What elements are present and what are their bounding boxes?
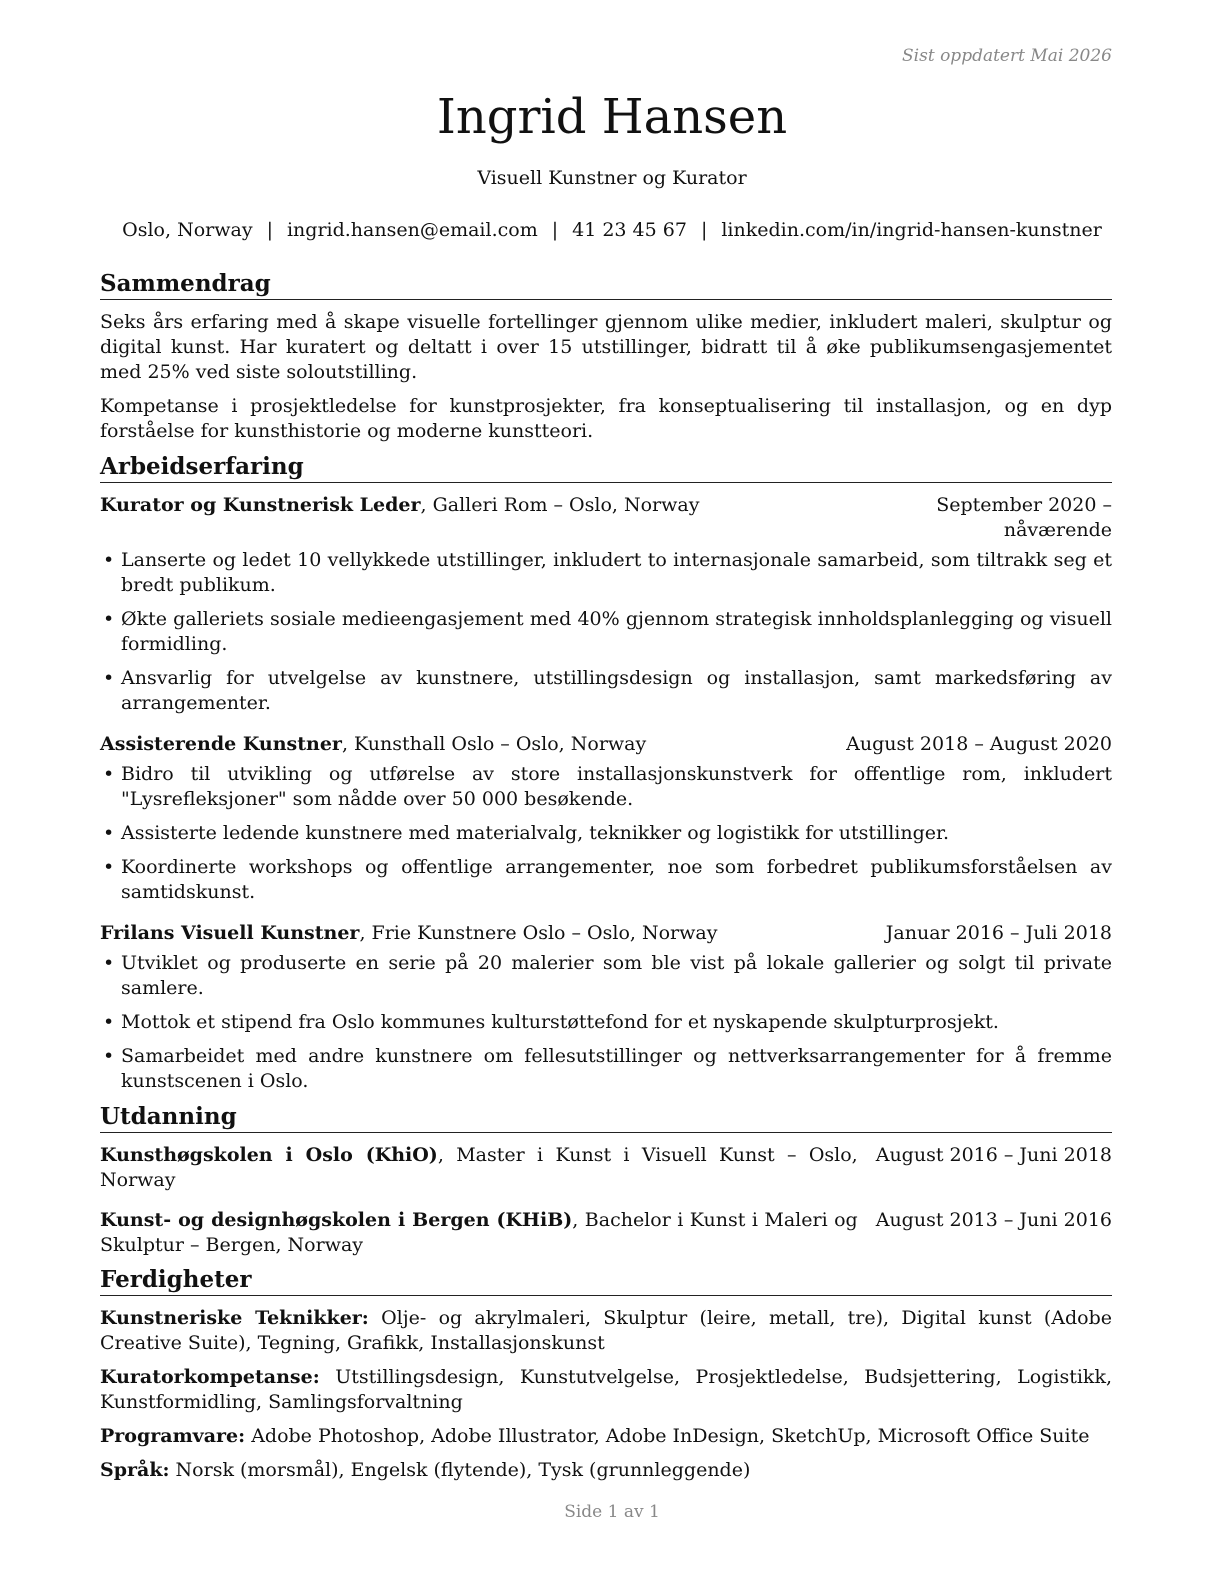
- skill-row: [100, 1365, 1112, 1415]
- skill-value: Olje- og akrylmaleri, Skulptur (leire, metall, tre), Digital kunst (Adobe Creative Suite), Tegning, Grafikk, Installasjonskunst: [100, 1307, 1113, 1354]
- summary-paragraph: Seks års erfaring med å skape visuelle fortellinger gjennom ulike medier, inkludert maleri, skulptur og digital kunst. Har kuratert og deltatt i over 15 utstillinger, bidratt til å øke publikumsengasjementet med 25% ved siste soloutstilling.: [100, 311, 1112, 383]
- job-entry: [100, 921, 1112, 1094]
- job-bullet: • Koordinerte workshops og offentlige arrangementer, noe som forbedret publikumsforståelsen av samtidskunst.: [100, 855, 1112, 905]
- job-org: , Frie Kunstnere Oslo – Oslo, Norway: [359, 922, 718, 944]
- job-bullet: • Bidro til utvikling og utførelse av store installasjonskunstverk for offentlige rom, inkludert "Lysrefleksjoner" som nådde over 50 000 besøkende.: [100, 762, 1112, 812]
- job-title-line: [100, 921, 870, 946]
- job-bullets: [100, 762, 1112, 905]
- last-updated: Sist oppdatert Mai 2026: [902, 46, 1112, 66]
- job-role: Kurator og Kunstnerisk Leder: [100, 494, 421, 516]
- job-role: Assisterende Kunstner: [100, 733, 342, 755]
- education-section: [100, 1103, 1112, 1258]
- job-header: [100, 921, 1112, 946]
- job-bullet: • Lanserte og ledet 10 vellykkede utstillinger, inkludert to internasjonale samarbeid, som tiltrakk seg et bredt publikum.: [100, 548, 1112, 598]
- skill-row: [100, 1458, 1112, 1483]
- skills-section: [100, 1266, 1112, 1483]
- separator: |: [266, 219, 273, 241]
- skill-label: Kuratorkompetanse:: [100, 1366, 320, 1388]
- job-bullet: • Samarbeidet med andre kunstnere om fellesutstillinger og nettverksarrangementer for å fremme kunstscenen i Oslo.: [100, 1044, 1112, 1094]
- skill-value: Adobe Photoshop, Adobe Illustrator, Adobe InDesign, SketchUp, Microsoft Office Suite: [245, 1425, 1090, 1447]
- job-bullet: • Mottok et stipend fra Oslo kommunes kulturstøttefond for et nyskapende skulpturprosjekt.: [100, 1010, 1112, 1035]
- job-entry: [100, 493, 1112, 716]
- job-entry: [100, 732, 1112, 905]
- summary-section: [100, 270, 1112, 444]
- page-number: Side 1 av 1: [564, 1502, 660, 1522]
- contact-phone: 41 23 45 67: [572, 219, 687, 241]
- education-dates: August 2013 – Juni 2016: [875, 1209, 1112, 1231]
- separator: |: [700, 219, 708, 241]
- job-header: [100, 493, 1112, 543]
- contact-linkedin[interactable]: linkedin.com/in/ingrid-hansen-kunstner: [721, 219, 1102, 241]
- job-role: Frilans Visuell Kunstner: [100, 922, 360, 944]
- section-title-summary: Sammendrag: [100, 270, 1112, 300]
- education-entry: [100, 1143, 1112, 1193]
- experience-section: [100, 453, 1112, 1094]
- skill-label: Språk:: [100, 1459, 170, 1481]
- job-bullet: • Assisterte ledende kunstnere med materialvalg, teknikker og logistikk for utstillinger.: [100, 821, 1112, 846]
- education-entry: [100, 1208, 1112, 1258]
- skill-row: [100, 1424, 1112, 1449]
- job-dates: Januar 2016 – Juli 2018: [885, 922, 1112, 944]
- education-title-line: [100, 1143, 858, 1193]
- section-title-skills: Ferdigheter: [100, 1266, 1112, 1296]
- job-bullets: [100, 951, 1112, 1094]
- education-school: Kunsthøgskolen i Oslo (KhiO): [100, 1144, 438, 1166]
- job-dates: September 2020 – nåværende: [936, 494, 1112, 541]
- contact-location: Oslo, Norway: [122, 219, 253, 241]
- job-bullet: • Økte galleriets sosiale medieengasjement med 40% gjennom strategisk innholdsplanlegging og visuell formidling.: [100, 607, 1112, 657]
- person-name: Ingrid Hansen: [436, 89, 788, 145]
- education-detail: , Master i Kunst i Visuell Kunst – Oslo, Norway: [100, 1144, 858, 1191]
- job-bullet: • Ansvarlig for utvelgelse av kunstnere, utstillingsdesign og installasjon, samt markedsføring av arrangementer.: [100, 666, 1112, 716]
- separator: |: [551, 219, 559, 241]
- skill-value: Utstillingsdesign, Kunstutvelgelse, Prosjektledelse, Budsjettering, Logistikk, Kunstformidling, Samlingsforvaltning: [100, 1366, 1112, 1413]
- contact-email[interactable]: ingrid.hansen@email.com: [286, 219, 538, 241]
- education-school: Kunst- og designhøgskolen i Bergen (KHiB): [100, 1209, 573, 1231]
- skill-value: Norsk (morsmål), Engelsk (flytende), Tysk (grunnleggende): [169, 1459, 751, 1481]
- skill-label: Kunstneriske Teknikker:: [100, 1307, 369, 1329]
- job-header: [100, 732, 1112, 757]
- education-dates: August 2016 – Juni 2018: [875, 1144, 1112, 1166]
- resume-body: [100, 270, 1112, 1492]
- job-org: , Galleri Rom – Oslo, Norway: [420, 494, 700, 516]
- contact-line: [0, 218, 1224, 243]
- job-bullet: • Utviklet og produserte en serie på 20 malerier som ble vist på lokale gallerier og solgt til private samlere.: [100, 951, 1112, 1001]
- section-title-education: Utdanning: [100, 1103, 1112, 1133]
- summary-paragraph: Kompetanse i prosjektledelse for kunstprosjekter, fra konseptualisering til installasjon, og en dyp forståelse for kunsthistorie og moderne kunstteori.: [100, 395, 1112, 442]
- job-bullets: [100, 548, 1112, 716]
- section-title-experience: Arbeidserfaring: [100, 453, 1112, 483]
- job-org: , Kunsthall Oslo – Oslo, Norway: [341, 733, 647, 755]
- job-title-line: [100, 732, 830, 757]
- job-dates: August 2018 – August 2020: [846, 733, 1112, 755]
- person-role: Visuell Kunstner og Kurator: [477, 167, 747, 189]
- skill-label: Programvare:: [100, 1425, 246, 1447]
- education-detail: , Bachelor i Kunst i Maleri og Skulptur – Bergen, Norway: [100, 1209, 858, 1256]
- education-title-line: [100, 1208, 858, 1258]
- skill-row: [100, 1306, 1112, 1356]
- job-title-line: [100, 493, 864, 518]
